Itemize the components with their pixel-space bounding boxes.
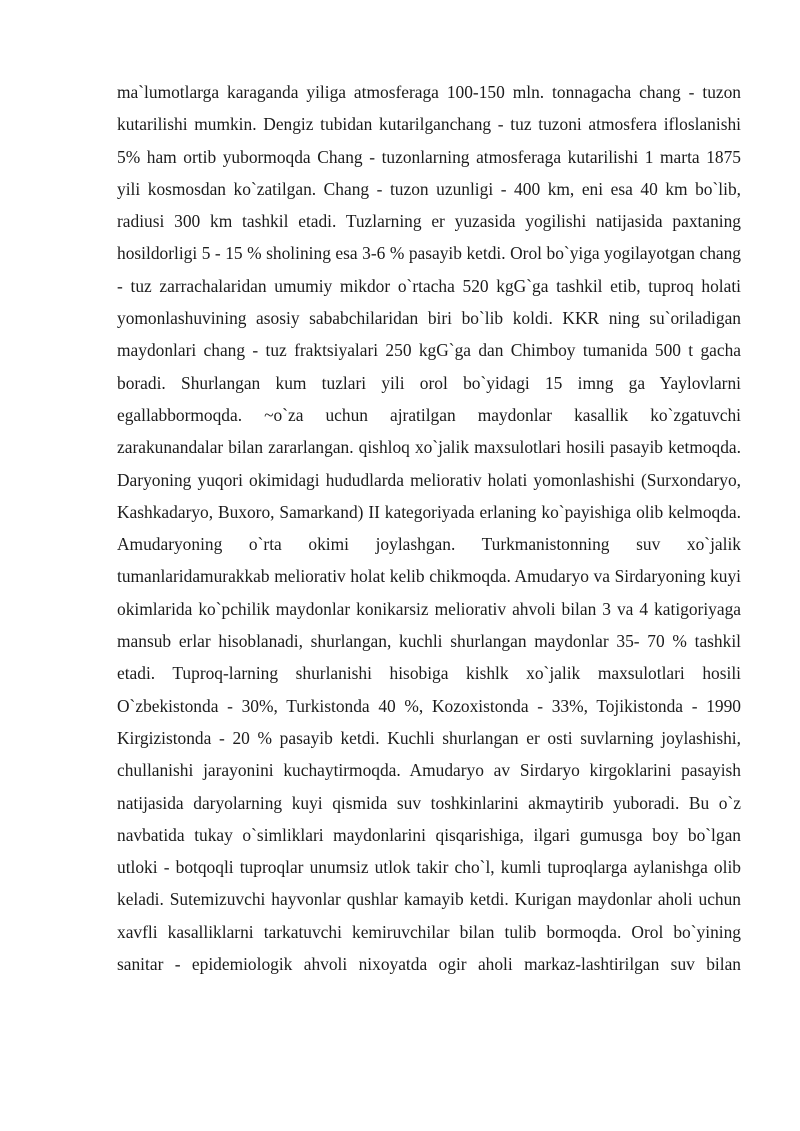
body-paragraph: ma`lumotlarga karaganda yiliga atmosferaga 100-150 mln. tonnagacha chang - tuzon kutarilishi mumkin. Dengiz tubidan kutarilganchang - tuz tuzoni atmosfera ifloslanishi 5% ham ortib yubormoqda Chang - tuzonlarning atmosferaga kutarilishi 1 marta 1875 yili kosmosdan ko`zatilgan. Chang - tuzon uzunligi - 400 km, eni esa 40 km bo`lib, radiusi 300 km tashkil etadi. Tuzlarning er yuzasida yogilishi natijasida paxtaning hosildorligi 5 - 15 % sholining esa 3-6 % pasayib ketdi. Orol bo`yiga yogilayotgan chang - tuz zarrachalaridan umumiy mikdor o`rtacha 520 kgG`ga tashkil etib, tuproq holati yomonlashuvining asosiy sababchilaridan biri bo`lib koldi. KKR ning su`oriladigan maydonlari chang - tuz fraktsiyalari 250 kgG`ga dan Chimboy tumanida 500 t gacha boradi. Shurlangan kum tuzlari yili orol bo`yidagi 15 imng ga Yaylovlarni egallabbormoqda. ~o`za uchun ajratilgan maydonlar kasallik ko`zgatuvchi zarakunandalar bilan zararlangan. qishloq xo`jalik maxsulotlari hosili pasayib ketmoqda. Daryoning yuqori okimidagi hududlarda meliorativ holati yomonlashishi (Surxondaryo, Kashkadaryo, Buxoro, Samarkand) II kategoriyada erlaning ko`payishiga olib kelmoqda. Amudaryoning o`rta okimi joylashgan. Turkmanistonning suv xo`jalik tumanlaridamurakkab meliorativ holat kelib chikmoqda. Amudaryo va Sirdaryoning kuyi okimlarida ko`pchilik maydonlar konikarsiz meliorativ ahvoli bilan 3 va 4 katigoriyaga mansub erlar hisoblanadi, shurlangan, kuchli shurlangan maydonlar 35- 70 % tashkil etadi. Tuproq-larning shurlanishi hisobiga kishlk xo`jalik maxsulotlari hosili O`zbekistonda - 30%, Turkistonda 40 %, Kozoxistonda - 33%, Tojikistonda - 1990 Kirgizistonda - 20 % pasayib ketdi. Kuchli shurlangan er osti suvlarning joylashishi, chullanishi jarayonini kuchaytirmoqda. Amudaryo av Sirdaryo kirgoklarini pasayish natijasida daryolarning kuyi qismida suv toshkinlarini akmaytirib yuboradi. Bu o`z navbatida tukay o`simliklari maydonlarini qisqarishiga, ilgari gumusga boy bo`lgan utloki - botqoqli tuproqlar unumsiz utlok takir cho`l, kumli tuproqlarga aylanishga olib keladi. Sutemizuvchi hayvonlar qushlar kamayib ketdi. Kurigan maydonlar aholi uchun xavfli kasalliklarni tarkatuvchi kemiruvchilar bilan tulib bormoqda. Orol bo`yining sanitar - epidemiologik ahvoli nixoyatda ogir aholi markaz-lashtirilgan suv bilan	[117, 82, 741, 975]
